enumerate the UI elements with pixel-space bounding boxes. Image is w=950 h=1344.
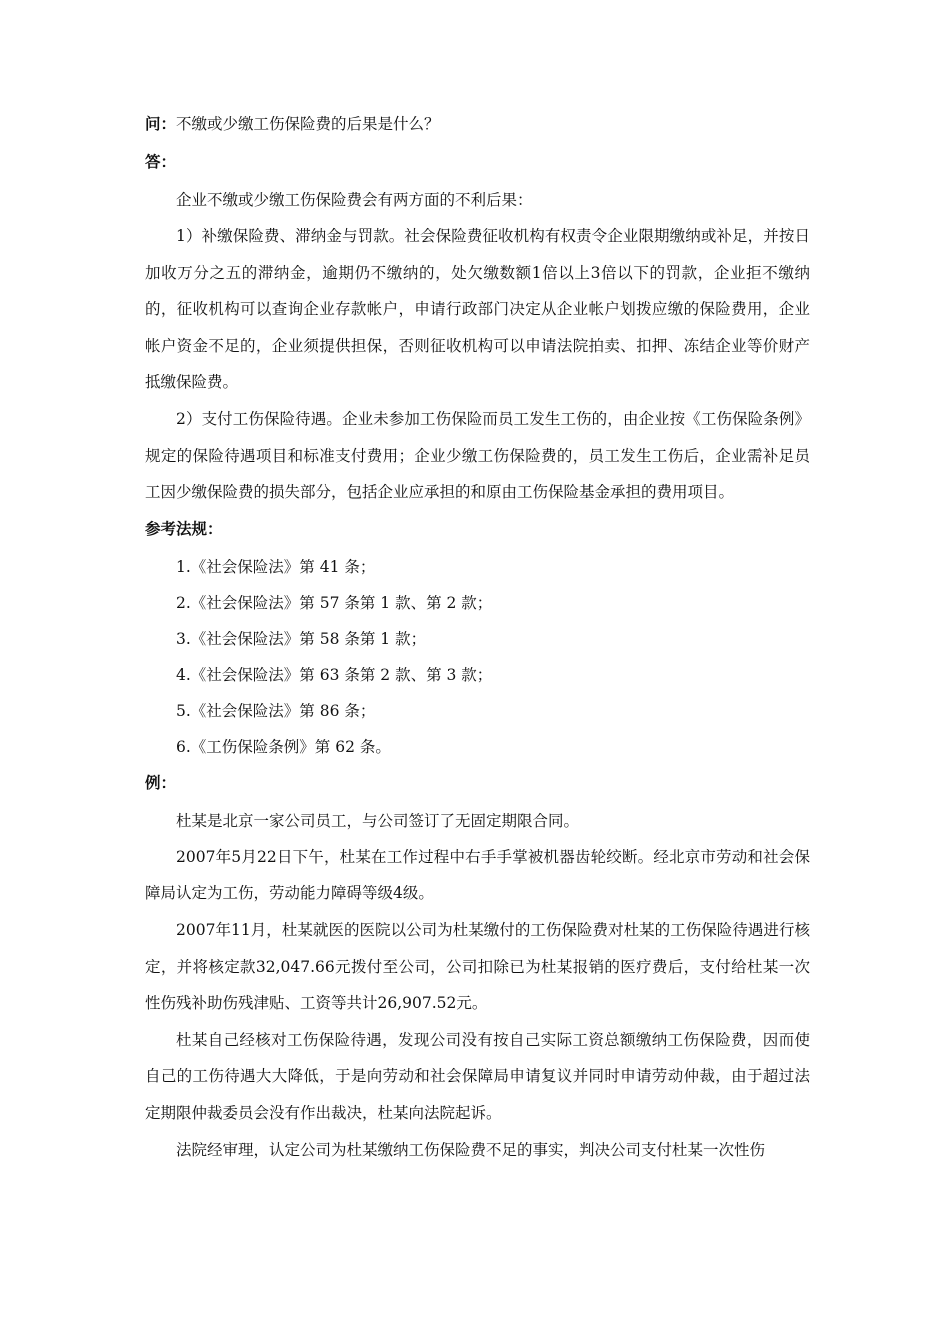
reference-item: 2.《社会保险法》第 57 条第 1 款、第 2 款； bbox=[176, 593, 493, 612]
reference-item: 1.《社会保险法》第 41 条； bbox=[176, 557, 376, 576]
reference-item: 3.《社会保险法》第 58 条第 1 款； bbox=[176, 629, 427, 648]
reference-item: 5.《社会保险法》第 86 条； bbox=[176, 701, 376, 720]
answer-intro: 企业不缴或少缴工伤保险费会有两方面的不利后果： bbox=[176, 191, 533, 209]
document-content bbox=[145, 114, 810, 1168]
answer-label: 答： bbox=[145, 153, 177, 171]
question-label: 问： bbox=[145, 115, 177, 133]
question-text: 不缴或少缴工伤保险费的后果是什么？ bbox=[176, 115, 440, 133]
answer-point-2: 2）支付工伤保险待遇。企业未参加工伤保险而员工发生工伤的，由企业按《工伤保险条例》规定的保险待遇项目和标准支付费用；企业少缴工伤保险费的，员工发生工伤后，企业需补足员工因少缴保险费的损失部分，包括企业应承担的和原由工伤保险基金承担的费用项目。 bbox=[145, 409, 810, 502]
question-line bbox=[145, 114, 810, 134]
example-label: 例： bbox=[145, 773, 177, 792]
example-paragraph-5: 法院经审理，认定公司为杜某缴纳工伤保险费不足的事实，判决公司支付杜某一次性伤 bbox=[176, 1140, 766, 1159]
answer-point-1: 1）补缴保险费、滞纳金与罚款。社会保险费征收机构有权责令企业限期缴纳或补足，并按日加收万分之五的滞纳金，逾期仍不缴纳的，处欠缴数额1倍以上3倍以下的罚款，企业拒不缴纳的，征收机构可以查询企业存款帐户，申请行政部门决定从企业帐户划拨应缴的保险费用，企业帐户资金不足的，企业须提供担保，否则征收机构可以申请法院拍卖、扣押、冻结企业等价财产抵缴保险费。 bbox=[145, 227, 810, 392]
example-paragraph-1: 杜某是北京一家公司员工，与公司签订了无固定期限合同。 bbox=[176, 811, 580, 830]
example-paragraph-3: 2007年11月，杜某就医的医院以公司为杜某缴付的工伤保险费对杜某的工伤保险待遇进行核定，并将核定款32,047.66元拨付至公司，公司扣除已为杜某报销的医疗费后，支付给杜某一次性伤残补助伤残津贴、工资等共计26,907.52元。 bbox=[145, 920, 810, 1013]
example-paragraph-2: 2007年5月22日下午，杜某在工作过程中右手手掌被机器齿轮绞断。经北京市劳动和社会保障局认定为工伤，劳动能力障碍等级4级。 bbox=[145, 847, 810, 903]
reference-item: 6.《工伤保险条例》第 62 条。 bbox=[176, 737, 391, 756]
reference-item: 4.《社会保险法》第 63 条第 2 款、第 3 款； bbox=[176, 665, 493, 684]
example-paragraph-4: 杜某自己经核对工伤保险待遇，发现公司没有按自己实际工资总额缴纳工伤保险费，因而使自己的工伤待遇大大降低，于是向劳动和社会保障局申请复议并同时申请劳动仲裁，由于超过法定期限仲裁委员会没有作出裁决，杜某向法院起诉。 bbox=[145, 1030, 810, 1122]
references-label: 参考法规： bbox=[145, 519, 223, 538]
